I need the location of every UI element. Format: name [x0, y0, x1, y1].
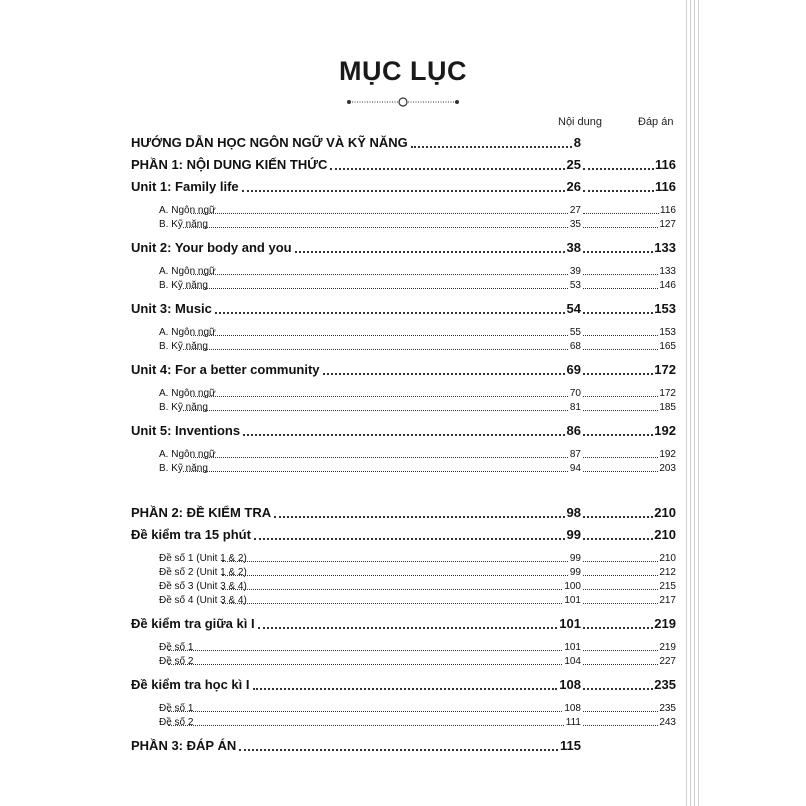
- toc-answer-page: 217: [659, 595, 676, 606]
- toc-content-page: 38: [566, 240, 581, 255]
- leader-dots: [583, 561, 658, 562]
- leader-dots: [191, 457, 568, 458]
- toc-entry-title: B. Kỹ năng: [159, 280, 208, 291]
- toc-content-page: 98: [566, 505, 581, 520]
- toc-answer-page: 215: [659, 581, 676, 592]
- toc-answer-page: 235: [659, 703, 676, 714]
- leader-dots: [295, 251, 565, 253]
- leader-dots: [191, 274, 568, 275]
- toc-answer-page: 210: [659, 553, 676, 564]
- leader-dots: [583, 251, 653, 253]
- leader-dots: [168, 711, 562, 712]
- toc-content-page: 111: [565, 717, 581, 728]
- toc-entry-title: A. Ngôn ngữ: [159, 388, 216, 399]
- toc-content-page: 70: [569, 388, 581, 399]
- leader-dots: [183, 471, 568, 472]
- leader-dots: [242, 190, 565, 192]
- leader-dots: [183, 410, 568, 411]
- page-edge-line: [690, 0, 691, 806]
- toc-entry-title: B. Kỹ năng: [159, 402, 208, 413]
- leader-dots: [168, 725, 563, 726]
- toc-entry-title: A. Ngôn ngữ: [159, 266, 216, 277]
- toc-content-page: 39: [569, 266, 581, 277]
- toc-content-page: 101: [564, 595, 581, 606]
- toc-answer-page: 146: [659, 280, 676, 291]
- leader-dots: [583, 168, 654, 170]
- toc-entry-title: A. Ngôn ngữ: [159, 327, 216, 338]
- leader-dots: [168, 664, 562, 665]
- toc-answer-page: 116: [660, 205, 676, 216]
- leader-dots: [583, 227, 658, 228]
- toc-subentry[interactable]: [131, 448, 676, 462]
- leader-dots: [239, 749, 558, 751]
- column-header-answer: Đáp án: [638, 116, 674, 128]
- leader-dots: [583, 349, 658, 350]
- leader-dots: [222, 561, 568, 562]
- toc-subentry[interactable]: [131, 655, 676, 669]
- toc-subentry[interactable]: [131, 401, 676, 415]
- toc-entry-title: Đề số 3 (Unit 3 & 4): [159, 581, 247, 592]
- leader-dots: [323, 373, 565, 375]
- toc-entry[interactable]: [131, 237, 676, 259]
- toc-subentry[interactable]: [131, 641, 676, 655]
- leader-dots: [583, 396, 658, 397]
- toc-subentry[interactable]: [131, 265, 676, 279]
- leader-dots: [253, 688, 558, 690]
- toc-entry[interactable]: [131, 613, 676, 635]
- toc-content-page: 35: [569, 219, 581, 230]
- toc-entry-title: Đề số 4 (Unit 3 & 4): [159, 595, 247, 606]
- leader-dots: [183, 288, 568, 289]
- toc-content-page: 99: [569, 567, 581, 578]
- toc-subentry[interactable]: [131, 566, 676, 580]
- title-ornament: [346, 96, 460, 108]
- toc-entry[interactable]: [131, 359, 676, 381]
- leader-dots: [583, 373, 653, 375]
- toc-content-page: 115: [560, 738, 581, 753]
- leader-dots: [215, 312, 565, 314]
- toc-answer-page: 235: [654, 677, 676, 692]
- toc-content-page: 69: [566, 362, 581, 377]
- toc-entry[interactable]: [131, 735, 676, 757]
- leader-dots: [411, 146, 572, 148]
- toc-entry-title: Unit 4: For a better community: [131, 362, 320, 377]
- toc-answer-page: 210: [654, 527, 676, 542]
- toc-entry-title: A. Ngôn ngữ: [159, 205, 216, 216]
- toc-answer-page: 227: [659, 656, 676, 667]
- leader-dots: [583, 434, 653, 436]
- toc-answer-page: 116: [655, 157, 676, 172]
- toc-answer-page: 172: [659, 388, 676, 399]
- toc-subentry[interactable]: [131, 326, 676, 340]
- toc-subentry[interactable]: [131, 702, 676, 716]
- toc-content-page: 101: [564, 642, 581, 653]
- toc-subentry[interactable]: [131, 204, 676, 218]
- toc-content-page: 104: [564, 656, 581, 667]
- leader-dots: [222, 589, 563, 590]
- toc-content-page: 53: [569, 280, 581, 291]
- toc-entry-title: PHẦN 3: ĐÁP ÁN: [131, 738, 237, 753]
- toc-answer-page: 212: [659, 567, 676, 578]
- leader-dots: [183, 227, 568, 228]
- toc-answer-page: 185: [659, 402, 676, 413]
- leader-dots: [258, 627, 558, 629]
- leader-dots: [583, 516, 653, 518]
- leader-dots: [168, 650, 562, 651]
- toc-entry[interactable]: [131, 524, 676, 546]
- toc-entry-title: A. Ngôn ngữ: [159, 449, 216, 460]
- toc-content-page: 25: [566, 157, 581, 172]
- toc-answer-page: 203: [659, 463, 676, 474]
- leader-dots: [583, 471, 658, 472]
- toc-entry-title: Đề kiểm tra 15 phút: [131, 527, 251, 542]
- toc-subentry[interactable]: [131, 580, 676, 594]
- toc-answer-page: 116: [655, 179, 676, 194]
- toc-answer-page: 127: [659, 219, 676, 230]
- table-of-contents: [131, 132, 676, 757]
- leader-dots: [583, 457, 658, 458]
- toc-answer-page: 153: [654, 301, 676, 316]
- toc-content-page: 68: [569, 341, 581, 352]
- toc-entry-title: PHẦN 1: NỘI DUNG KIẾN THỨC: [131, 157, 328, 172]
- column-header-content: Nội dung: [558, 116, 603, 128]
- toc-subentry[interactable]: [131, 387, 676, 401]
- leader-dots: [222, 575, 568, 576]
- leader-dots: [583, 627, 653, 629]
- leader-dots: [583, 711, 658, 712]
- toc-content-page: 81: [569, 402, 581, 413]
- toc-entry-title: B. Kỹ năng: [159, 463, 208, 474]
- leader-dots: [274, 516, 564, 518]
- leader-dots: [583, 288, 658, 289]
- toc-answer-page: 153: [659, 327, 676, 338]
- leader-dots: [191, 335, 568, 336]
- toc-content-page: 27: [569, 205, 581, 216]
- toc-entry-title: Đề số 1: [159, 642, 194, 653]
- toc-answer-page: 133: [654, 240, 676, 255]
- toc-subentry[interactable]: [131, 279, 676, 293]
- toc-answer-page: 192: [654, 423, 676, 438]
- toc-subentry[interactable]: [131, 340, 676, 354]
- leader-dots: [222, 603, 563, 604]
- leader-dots: [583, 312, 653, 314]
- toc-entry-title: HƯỚNG DẪN HỌC NGÔN NGỮ VÀ KỸ NĂNG: [131, 135, 408, 150]
- toc-entry[interactable]: [131, 154, 676, 176]
- toc-content-page: 101: [559, 616, 581, 631]
- page-edge-line: [698, 0, 699, 806]
- toc-answer-page: 219: [659, 642, 676, 653]
- toc-entry-title: Unit 3: Music: [131, 301, 212, 316]
- leader-dots: [583, 190, 654, 192]
- toc-entry-title: Đề kiểm tra học kì I: [131, 677, 250, 692]
- leader-dots: [330, 168, 564, 170]
- leader-dots: [183, 349, 568, 350]
- toc-content-page: 26: [566, 179, 581, 194]
- leader-dots: [583, 213, 659, 214]
- toc-content-page: 8: [573, 135, 581, 150]
- toc-subentry[interactable]: [131, 552, 676, 566]
- toc-content-page: 99: [569, 553, 581, 564]
- toc-content-page: 87: [569, 449, 581, 460]
- toc-entry-title: Đề số 1 (Unit 1 & 2): [159, 553, 247, 564]
- leader-dots: [583, 725, 658, 726]
- toc-entry-title: PHẦN 2: ĐỀ KIỂM TRA: [131, 505, 272, 520]
- toc-content-page: 99: [566, 527, 581, 542]
- leader-dots: [583, 603, 658, 604]
- toc-entry-title: B. Kỹ năng: [159, 341, 208, 352]
- toc-entry-title: Unit 2: Your body and you: [131, 240, 292, 255]
- toc-subentry[interactable]: [131, 218, 676, 232]
- toc-answer-page: 192: [659, 449, 676, 460]
- page-edge-line: [694, 0, 695, 806]
- toc-entry-title: Đề kiểm tra giữa kì I: [131, 616, 255, 631]
- leader-dots: [243, 434, 564, 436]
- toc-entry[interactable]: [131, 674, 676, 696]
- toc-answer-page: 165: [659, 341, 676, 352]
- toc-entry-title: Đề số 2: [159, 656, 194, 667]
- toc-content-page: 86: [566, 423, 581, 438]
- leader-dots: [583, 650, 658, 651]
- leader-dots: [583, 575, 658, 576]
- toc-entry-title: Đề số 1: [159, 703, 194, 714]
- section-gap: [131, 476, 676, 502]
- toc-content-page: 100: [564, 581, 581, 592]
- page-title: MỤC LỤC: [339, 56, 467, 86]
- toc-content-page: 108: [564, 703, 581, 714]
- toc-content-page: 94: [569, 463, 581, 474]
- toc-entry[interactable]: [131, 298, 676, 320]
- toc-entry[interactable]: [131, 132, 676, 154]
- toc-entry-title: B. Kỹ năng: [159, 219, 208, 230]
- leader-dots: [191, 213, 568, 214]
- leader-dots: [583, 538, 653, 540]
- toc-answer-page: 172: [654, 362, 676, 377]
- toc-entry[interactable]: [131, 420, 676, 442]
- leader-dots: [583, 688, 653, 690]
- toc-content-page: 54: [566, 301, 581, 316]
- toc-entry-title: Đề số 2: [159, 717, 194, 728]
- leader-dots: [583, 335, 658, 336]
- toc-subentry[interactable]: [131, 594, 676, 608]
- leader-dots: [254, 538, 565, 540]
- leader-dots: [583, 274, 658, 275]
- toc-entry-title: Unit 1: Family life: [131, 179, 239, 194]
- toc-subentry[interactable]: [131, 462, 676, 476]
- toc-answer-page: 210: [654, 505, 676, 520]
- toc-answer-page: 133: [659, 266, 676, 277]
- toc-entry[interactable]: [131, 176, 676, 198]
- toc-answer-page: 243: [659, 717, 676, 728]
- leader-dots: [583, 410, 658, 411]
- toc-subentry[interactable]: [131, 716, 676, 730]
- page-edge-line: [686, 0, 687, 806]
- leader-dots: [583, 664, 658, 665]
- leader-dots: [583, 589, 658, 590]
- toc-entry-title: Đề số 2 (Unit 1 & 2): [159, 567, 247, 578]
- toc-entry-title: Unit 5: Inventions: [131, 423, 241, 438]
- leader-dots: [191, 396, 568, 397]
- toc-answer-page: 219: [654, 616, 676, 631]
- toc-content-page: 108: [559, 677, 581, 692]
- toc-content-page: 55: [569, 327, 581, 338]
- toc-entry[interactable]: [131, 502, 676, 524]
